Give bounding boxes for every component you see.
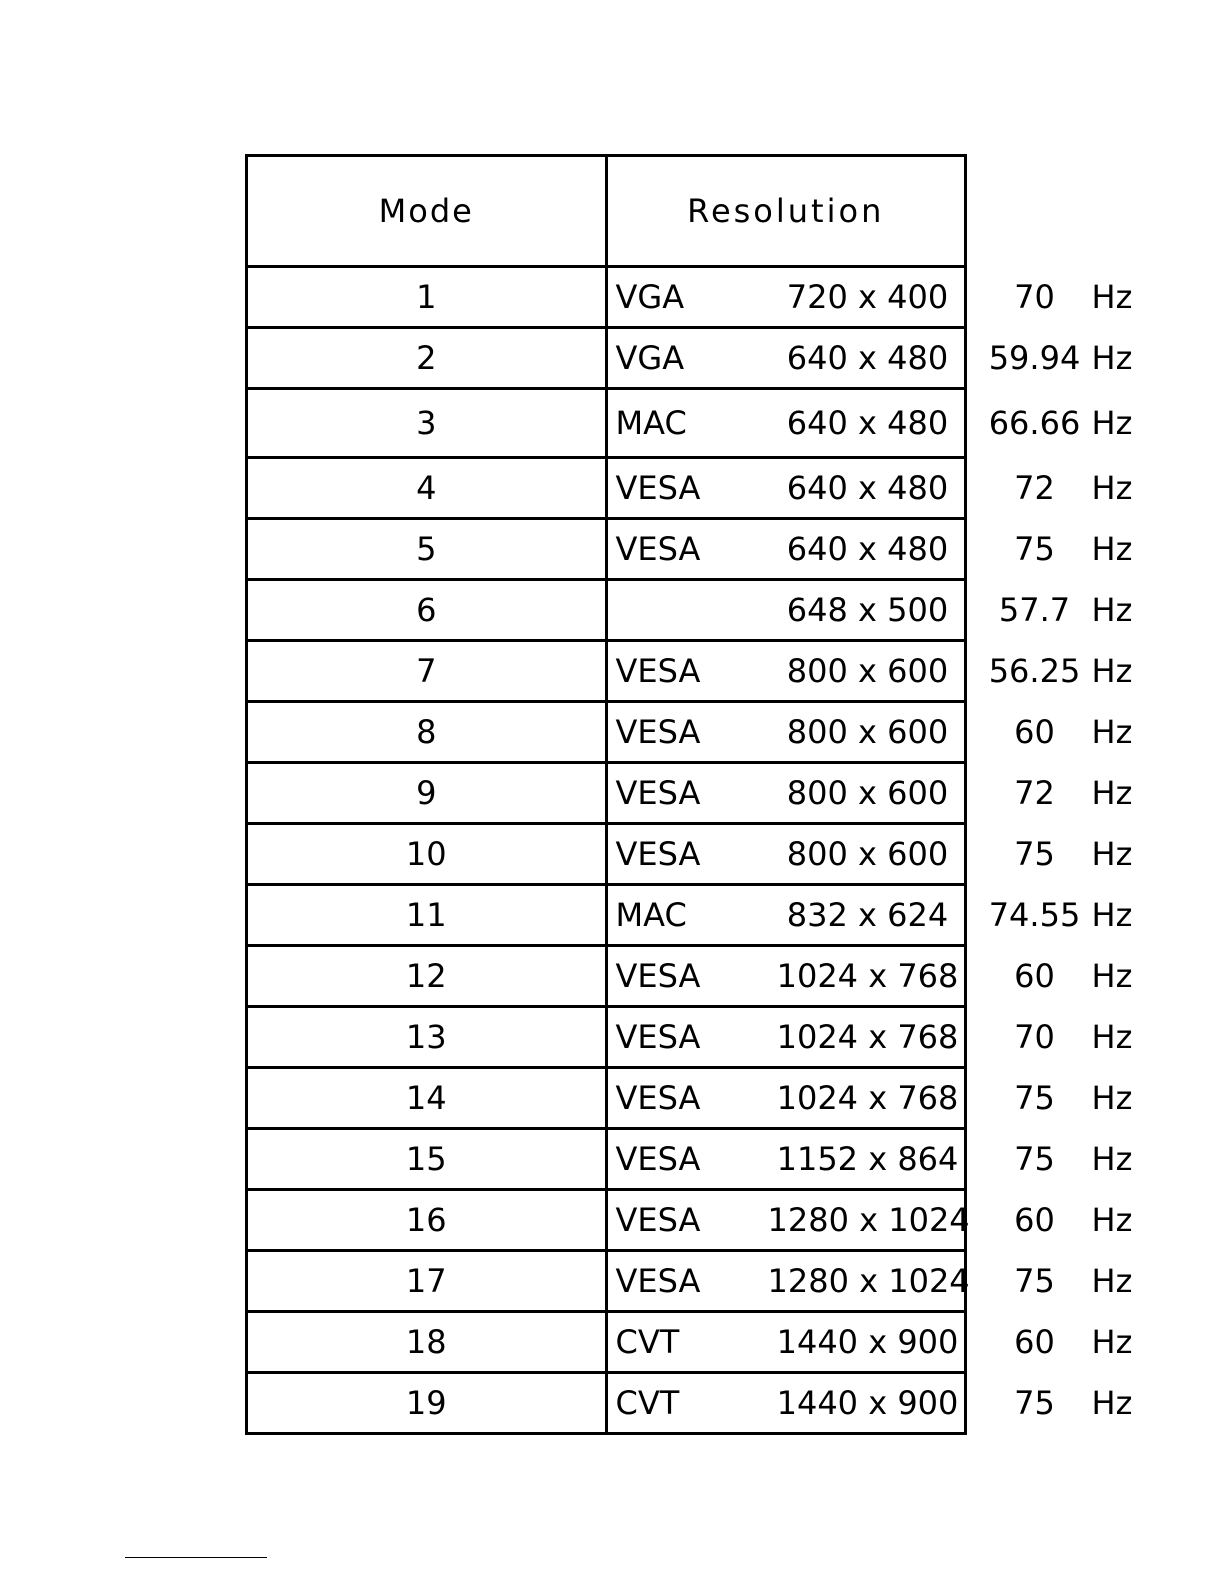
resolution-cell [606,580,1133,641]
table-row [247,458,966,519]
standard-label: VGA [615,278,685,316]
refresh-rate-unit: Hz [1091,652,1133,690]
standard-label: MAC [615,896,687,934]
mode-number-cell: 10 [247,824,607,885]
resolution-cell [606,702,1133,763]
refresh-rate-unit: Hz [1091,339,1133,377]
resolution-cell [606,389,1133,458]
resolution-dimensions: 1440 x 900 [776,1323,959,1361]
mode-number-cell: 12 [247,946,607,1007]
table-row [247,946,966,1007]
resolution-cell [606,458,1133,519]
refresh-rate-unit: Hz [1091,1323,1133,1361]
refresh-rate-unit: Hz [1091,896,1133,934]
table-row [247,580,966,641]
refresh-rate-value: 72 [1014,469,1055,507]
resolution-cell [606,1251,1133,1312]
standard-label: CVT [615,1323,680,1361]
resolution-dimensions: 1152 x 864 [776,1140,959,1178]
mode-number-cell: 9 [247,763,607,824]
resolution-dimensions: 648 x 500 [786,591,949,629]
resolution-cell [606,885,1133,946]
refresh-rate-value: 57.7 [998,591,1071,629]
refresh-rate-value: 56.25 [988,652,1081,690]
resolution-dimensions: 1280 x 1024 [767,1262,970,1300]
resolution-cell [606,1312,1133,1373]
refresh-rate-unit: Hz [1091,957,1133,995]
standard-label: VESA [615,1079,701,1117]
resolution-cell [606,1007,1133,1068]
refresh-rate-value: 72 [1014,774,1055,812]
standard-label: VESA [615,713,701,751]
resolution-dimensions: 1440 x 900 [776,1384,959,1422]
refresh-rate-unit: Hz [1091,278,1133,316]
standard-label: VESA [615,774,701,812]
refresh-rate-value: 60 [1014,1323,1055,1361]
standard-label: VESA [615,1140,701,1178]
display-mode-table [245,154,1133,1435]
table-row [247,1312,966,1373]
table-row [247,1251,966,1312]
resolution-dimensions: 800 x 600 [786,774,949,812]
refresh-rate-value: 60 [1014,1201,1055,1239]
refresh-rate-value: 60 [1014,713,1055,751]
refresh-rate-unit: Hz [1091,1079,1133,1117]
mode-number-cell: 16 [247,1190,607,1251]
mode-number-cell: 1 [247,267,607,328]
refresh-rate-unit: Hz [1091,1018,1133,1056]
resolution-dimensions: 1024 x 768 [776,1018,959,1056]
refresh-rate-unit: Hz [1091,404,1133,442]
refresh-rate-value: 75 [1014,1079,1055,1117]
resolution-dimensions: 1280 x 1024 [767,1201,970,1239]
table-row [247,702,966,763]
refresh-rate-unit: Hz [1091,591,1133,629]
table-header-row [247,156,966,267]
resolution-cell [606,328,1133,389]
refresh-rate-unit: Hz [1091,469,1133,507]
standard-label: VESA [615,530,701,568]
table-row [247,1190,966,1251]
resolution-cell [606,1373,1133,1434]
refresh-rate-value: 75 [1014,530,1055,568]
refresh-rate-unit: Hz [1091,530,1133,568]
table-row [247,824,966,885]
mode-number-cell: 5 [247,519,607,580]
refresh-rate-unit: Hz [1091,1201,1133,1239]
refresh-rate-value: 70 [1014,1018,1055,1056]
refresh-rate-unit: Hz [1091,1262,1133,1300]
table-row [247,763,966,824]
standard-label: CVT [615,1384,680,1422]
mode-number-cell: 13 [247,1007,607,1068]
mode-number-cell: 17 [247,1251,607,1312]
mode-number-cell: 14 [247,1068,607,1129]
resolution-dimensions: 1024 x 768 [776,1079,959,1117]
resolution-cell [606,763,1133,824]
resolution-dimensions: 832 x 624 [786,896,949,934]
table-row [247,1007,966,1068]
mode-number-cell: 6 [247,580,607,641]
refresh-rate-value: 60 [1014,957,1055,995]
refresh-rate-value: 66.66 [988,404,1081,442]
standard-label: VESA [615,1201,701,1239]
standard-label: MAC [615,404,687,442]
resolution-dimensions: 640 x 480 [786,339,949,377]
standard-label: VESA [615,957,701,995]
refresh-rate-unit: Hz [1091,1384,1133,1422]
resolution-cell [606,519,1133,580]
table-row [247,641,966,702]
resolution-cell [606,267,1133,328]
mode-number-cell: 4 [247,458,607,519]
resolution-dimensions: 800 x 600 [786,713,949,751]
table-row [247,885,966,946]
standard-label: VESA [615,1018,701,1056]
resolution-column-header: Resolution [606,156,966,267]
refresh-rate-unit: Hz [1091,774,1133,812]
refresh-rate-unit: Hz [1091,713,1133,751]
refresh-rate-unit: Hz [1091,835,1133,873]
resolution-dimensions: 800 x 600 [786,652,949,690]
refresh-rate-value: 70 [1014,278,1055,316]
resolution-dimensions: 800 x 600 [786,835,949,873]
mode-number-cell: 8 [247,702,607,763]
resolution-dimensions: 720 x 400 [786,278,949,316]
resolution-dimensions: 640 x 480 [786,404,949,442]
standard-label: VESA [615,469,701,507]
refresh-rate-value: 75 [1014,1140,1055,1178]
mode-column-header: Mode [247,156,607,267]
standard-label: VESA [615,835,701,873]
mode-number-cell: 2 [247,328,607,389]
standard-label: VESA [615,652,701,690]
resolution-dimensions: 1024 x 768 [776,957,959,995]
mode-number-cell: 15 [247,1129,607,1190]
resolution-dimensions: 640 x 480 [786,530,949,568]
table-row [247,267,966,328]
table-row [247,1068,966,1129]
resolution-cell [606,1068,1133,1129]
table-row [247,389,966,458]
resolution-cell [606,641,1133,702]
resolution-cell [606,1129,1133,1190]
standard-label: VESA [615,1262,701,1300]
refresh-rate-value: 75 [1014,1262,1055,1300]
refresh-rate-value: 75 [1014,835,1055,873]
footnote-rule [125,1557,267,1558]
resolution-dimensions: 640 x 480 [786,469,949,507]
resolution-cell [606,824,1133,885]
resolution-cell [606,946,1133,1007]
mode-number-cell: 18 [247,1312,607,1373]
table-row [247,328,966,389]
table-row [247,519,966,580]
standard-label: VGA [615,339,685,377]
refresh-rate-value: 74.55 [988,896,1081,934]
table-row [247,1373,966,1434]
mode-number-cell: 3 [247,389,607,458]
refresh-rate-unit: Hz [1091,1140,1133,1178]
table-row [247,1129,966,1190]
mode-number-cell: 7 [247,641,607,702]
mode-number-cell: 11 [247,885,607,946]
refresh-rate-value: 75 [1014,1384,1055,1422]
resolution-cell [606,1190,1133,1251]
refresh-rate-value: 59.94 [988,339,1081,377]
mode-number-cell: 19 [247,1373,607,1434]
